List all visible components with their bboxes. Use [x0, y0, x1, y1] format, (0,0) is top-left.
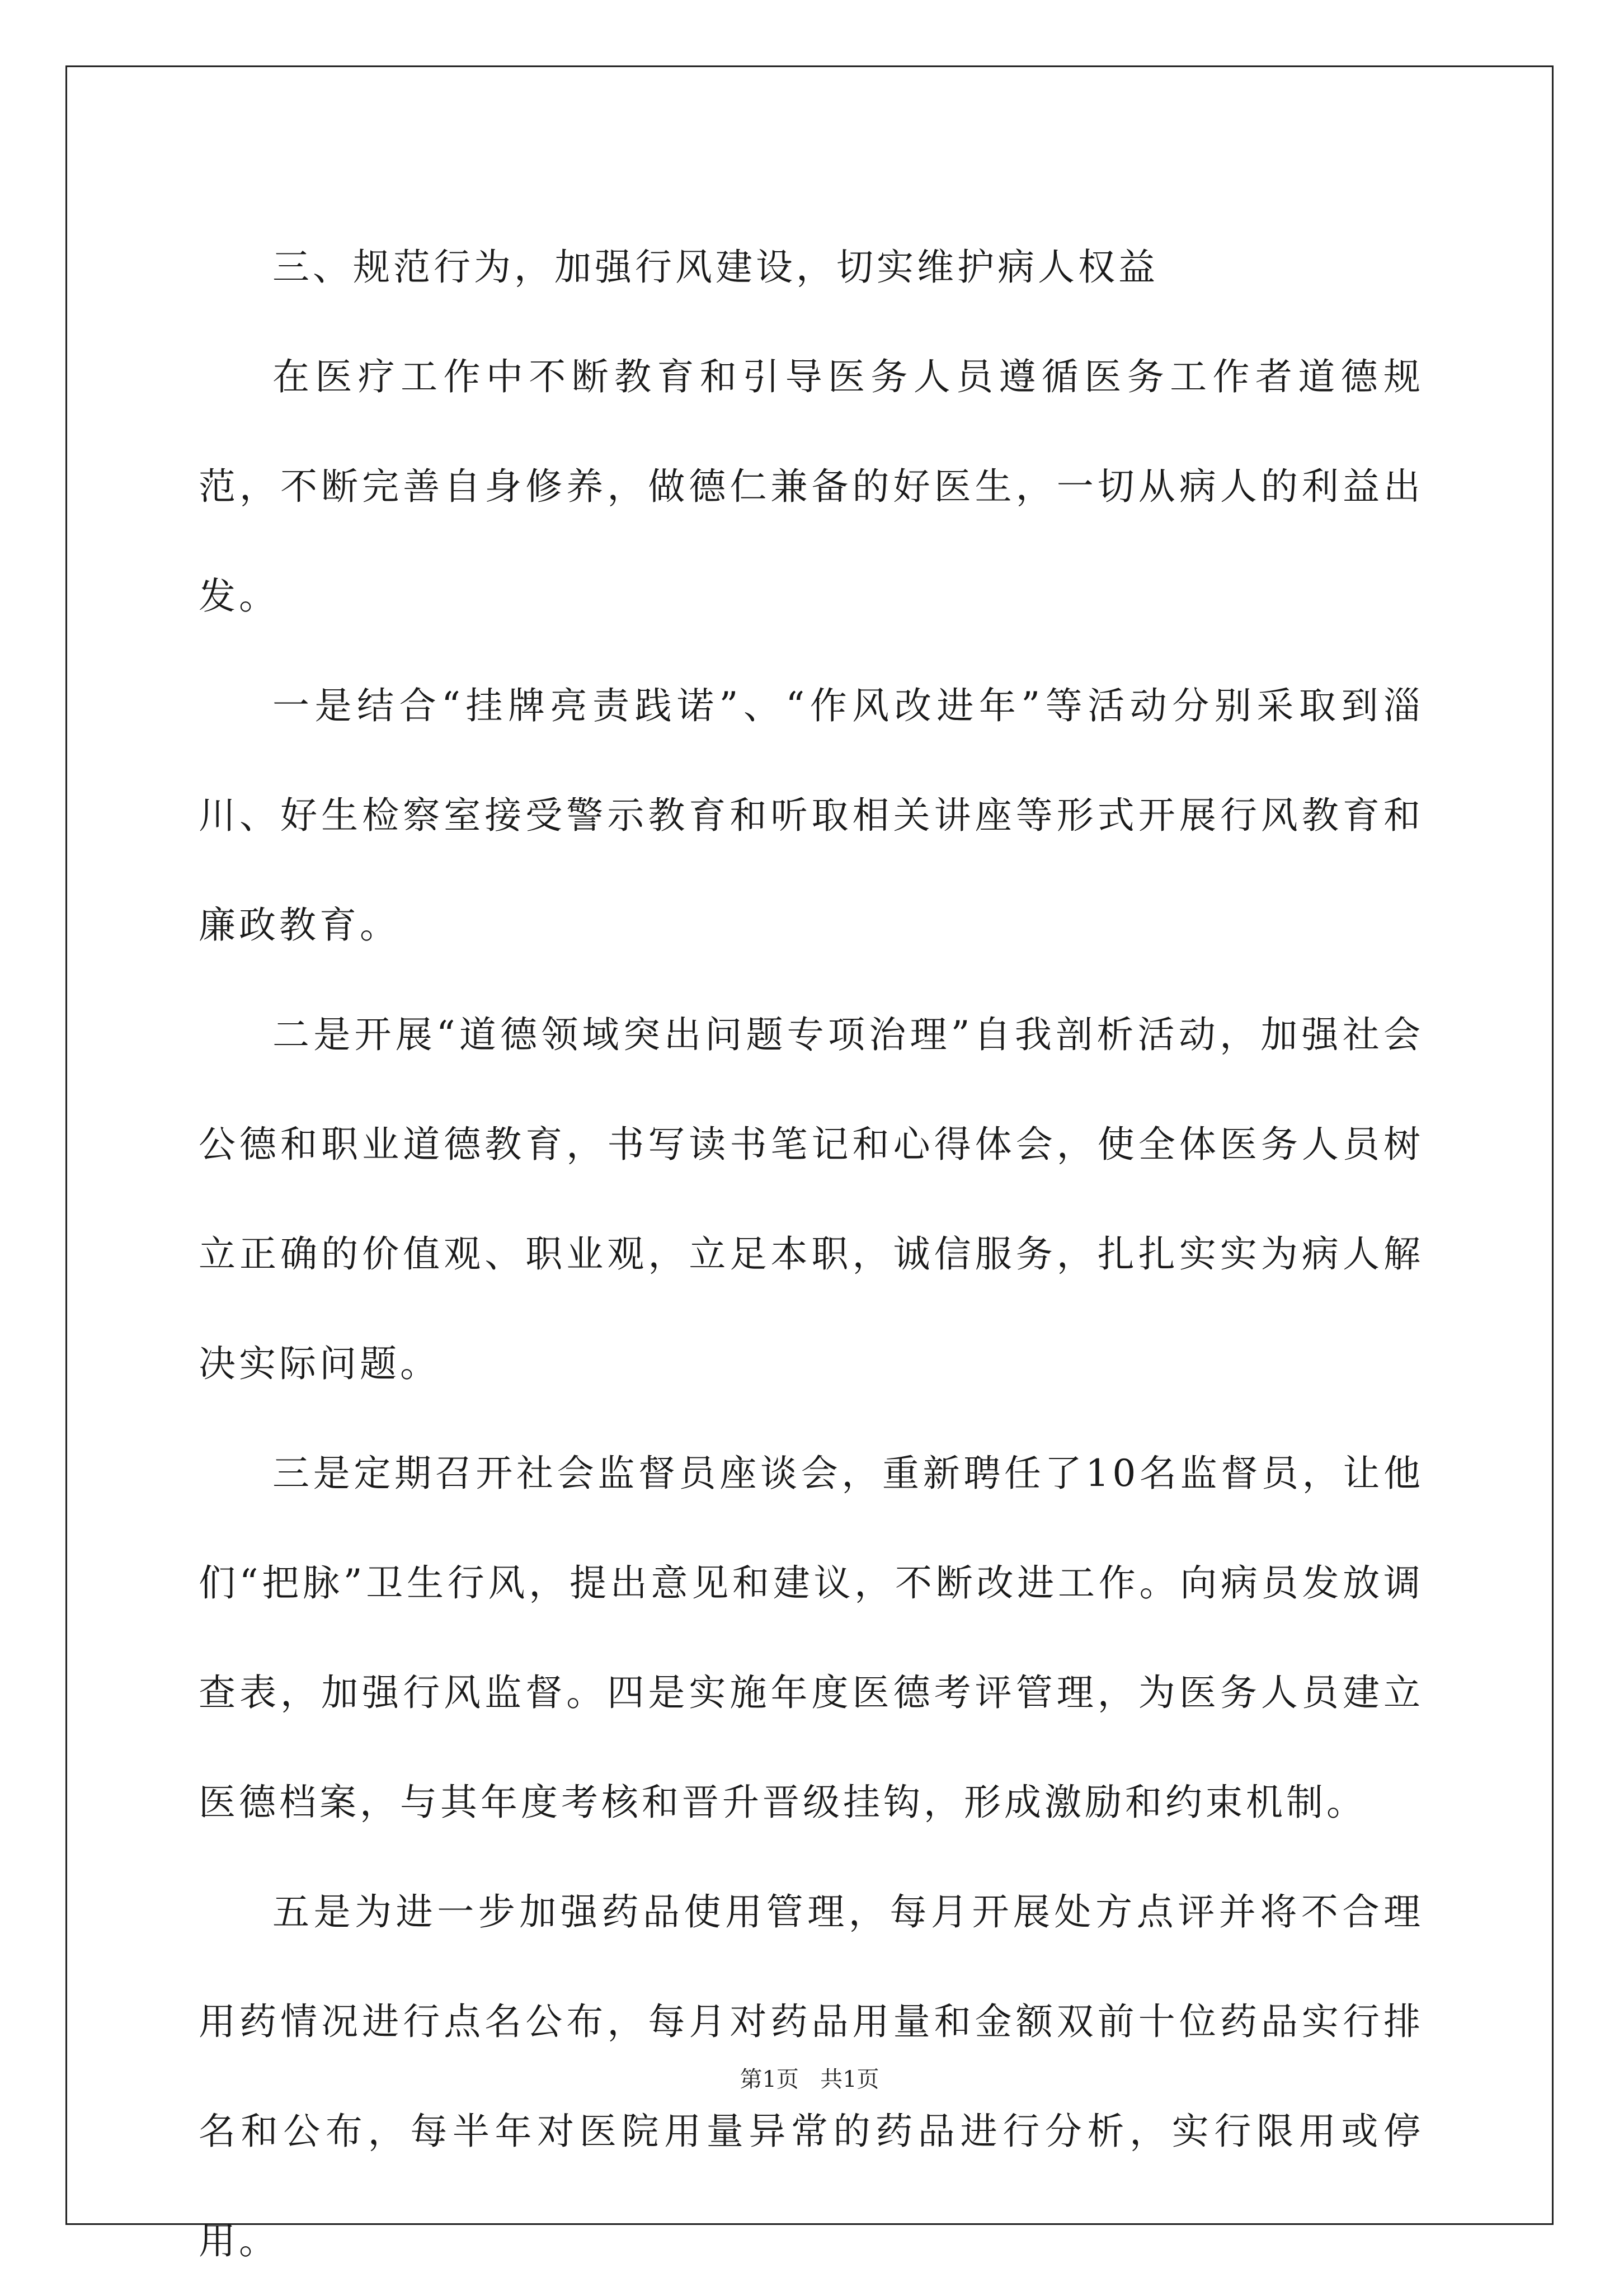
- paragraph-item-2: 二是开展“道德领域突出问题专项治理”自我剖析活动，加强社会公德和职业道德教育，书写读书笔记和心得体会，使全体医务人员树立正确的价值观、职业观，立足本职，诚信服务，扎扎实实为病人解决实际问题。: [199, 1013, 1424, 1385]
- document-body: [199, 213, 1424, 2296]
- footer-spacer: [799, 2067, 820, 2092]
- paragraph-item-1: 一是结合“挂牌亮责践诺”、“作风改进年”等活动分别采取到淄川、好生检察室接受警示教育和听取相关讲座等形式开展行风教育和廉政教育。: [199, 684, 1424, 947]
- paragraph-item-5: 五是为进一步加强药品使用管理，每月开展处方点评并将不合理用药情况进行点名公布，每月对药品用量和金额双前十位药品实行排名和公布，每半年对医院用量异常的药品进行分析，实行限用或停用。: [199, 1890, 1424, 2262]
- paragraph-intro: 在医疗工作中不断教育和引导医务人员遵循医务工作者道德规范，不断完善自身修养，做德仁兼备的好医生，一切从病人的利益出发。: [199, 355, 1424, 618]
- paragraph-item-3: 三是定期召开社会监督员座谈会，重新聘任了10名监督员，让他们“把脉”卫生行风，提出意见和建议，不断改进工作。向病员发放调查表，加强行风监督。四是实施年度医德考评管理，为医务人员建立医德档案，与其年度考核和晋升晋级挂钩，形成激励和约束机制。: [199, 1452, 1424, 1824]
- section-heading: 三、规范行为，加强行风建设，切实维护病人权益: [272, 246, 1159, 289]
- page-footer: [0, 2066, 1619, 2093]
- page-total: 共1页: [820, 2067, 879, 2092]
- page-number: 第1页: [740, 2067, 799, 2092]
